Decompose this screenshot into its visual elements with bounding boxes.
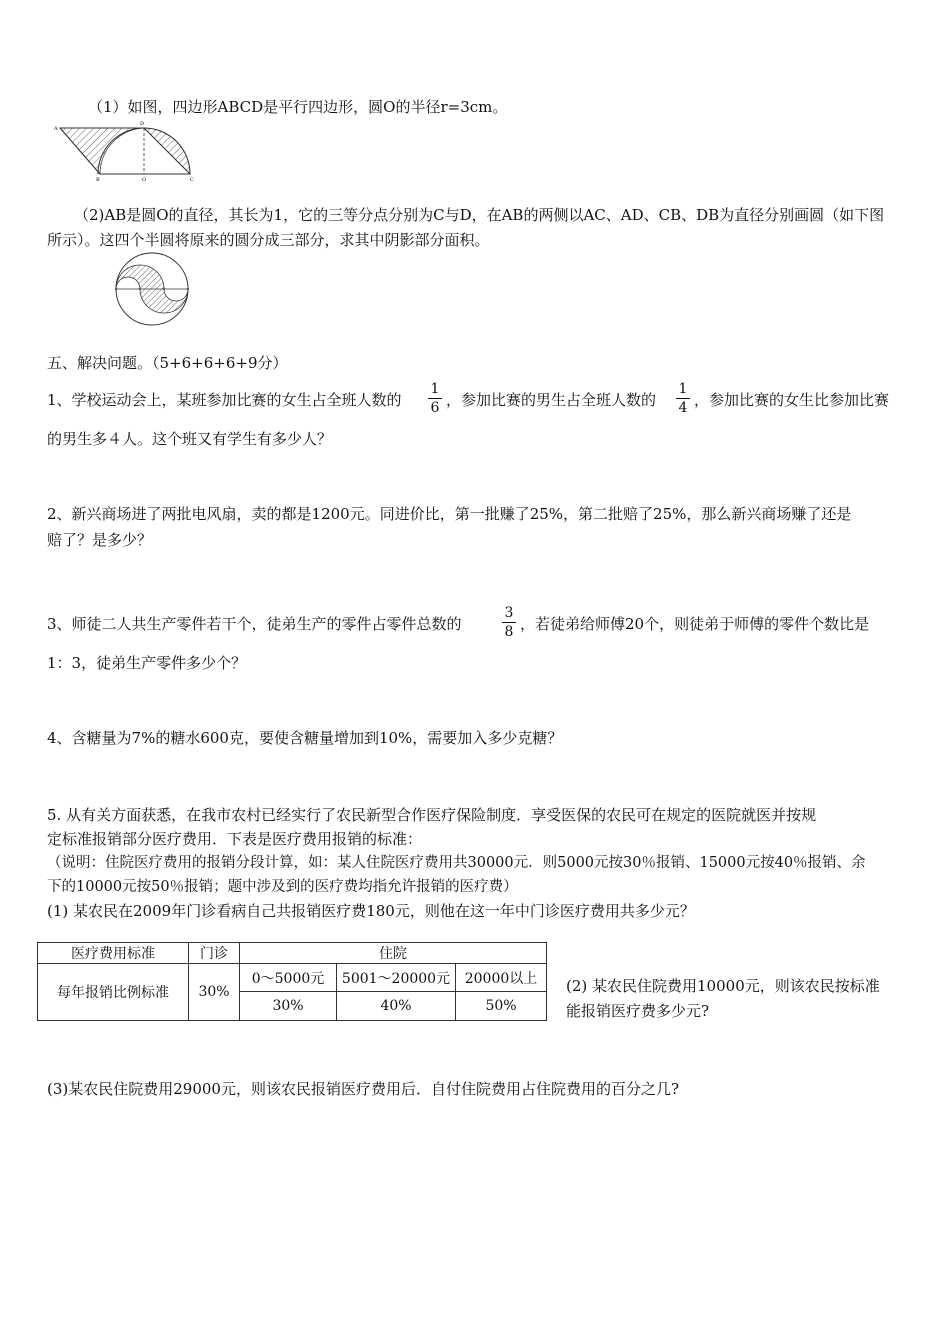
header-outpatient: 门诊	[189, 943, 240, 964]
problem3-part-b: ，若徒弟给师傅20个，则徒弟于师傅的零件个数比是	[520, 615, 870, 633]
label-o: O	[142, 177, 147, 182]
label-c: C	[190, 177, 194, 182]
fraction-one-quarter	[676, 382, 690, 415]
header-standard: 医疗费用标准	[38, 943, 189, 964]
frac-num: 1	[430, 381, 440, 397]
range-cell: 0～5000元	[240, 964, 337, 992]
problem3-line2: 1：3，徒弟生产零件多少个？	[47, 654, 247, 672]
problem1-part-c: ，参加比赛的女生比参加比赛	[694, 391, 890, 409]
range-cell: 5001～20000元	[337, 964, 456, 992]
label-a: A	[54, 126, 58, 132]
reimbursement-table	[37, 942, 547, 1021]
rate-cell: 30%	[240, 992, 337, 1021]
problem5-line2: 定标准报销部分医疗费用．下表是医疗费用报销的标准：	[47, 830, 423, 848]
frac-num: 1	[678, 381, 688, 397]
q2-line2: 所示）。这四个半圆将原来的圆分成三部分，求其中阴影部分面积。	[47, 231, 490, 249]
problem5-note-line2: 下的10000元按50％报销；题中涉及到的医疗费均指允许报销的医疗费）	[47, 879, 518, 895]
problem2-line1: 2、新兴商场进了两批电风扇，卖的都是1200元。同进价比，第一批赚了25%，第二批赔了25%，那么新兴商场赚了还是	[47, 505, 852, 523]
circle-figure	[110, 250, 200, 326]
row-label: 每年报销比例标准	[38, 964, 189, 1021]
problem5-note-line1: （说明：住院医疗费用的报销分段计算，如：某人住院医疗费用共30000元．则5000元按30％报销、15000元按40％报销、余	[47, 855, 866, 871]
problem4-text: 4、含糖量为7%的糖水600克，要使含糖量增加到10%，需要加入多少克糖？	[47, 729, 563, 747]
problem3-part-a: 3、师徒二人共生产零件若干个，徒弟生产的零件占零件总数的	[47, 615, 462, 633]
problem1-part-b: ，参加比赛的男生占全班人数的	[446, 391, 657, 409]
frac-den: 4	[678, 400, 688, 416]
parallelogram-figure	[52, 120, 202, 182]
problem2-line2: 赔了？是多少？	[47, 531, 153, 549]
problem5-question2-line2: 能报销医疗费多少元?	[566, 1002, 710, 1020]
rate-cell: 40%	[337, 992, 456, 1021]
problem1-part-a: 1、学校运动会上，某班参加比赛的女生占全班人数的	[47, 391, 402, 409]
fraction-one-sixth	[428, 382, 442, 415]
label-d: D	[140, 121, 145, 127]
q2-line1: （2)AB是圆O的直径，其长为1，它的三等分点分别为C与D，在AB的两侧以AC、AD、CB、DB为直径分别画圆（如下图	[74, 206, 885, 224]
problem1-line2: 的男生多４人。这个班又有学生有多少人？	[47, 430, 333, 448]
shaded-left	[60, 128, 144, 174]
fraction-three-eighths	[502, 606, 516, 639]
header-inpatient: 住院	[240, 943, 547, 964]
section-5-title: 五、解决问题。（5+6+6+6+9分）	[47, 354, 288, 372]
frac-den: 6	[430, 400, 440, 416]
range-cell: 20000以上	[456, 964, 547, 992]
problem5-question2-line1: (2) 某农民住院费用10000元，则该农民按标准	[566, 977, 880, 995]
rate-cell: 50%	[456, 992, 547, 1021]
frac-den: 8	[504, 624, 514, 640]
outpatient-rate: 30%	[189, 964, 240, 1021]
q1-text: （1）如图，四边形ABCD是平行四边形，圆O的半径r=3cm。	[88, 98, 508, 116]
label-b: B	[96, 177, 100, 182]
frac-num: 3	[504, 605, 514, 621]
problem5-question1: (1) 某农民在2009年门诊看病自己共报销医疗费180元，则他在这一年中门诊医疗费用共多少元？	[47, 902, 695, 920]
problem5-question3: (3)某农民住院费用29000元，则该农民报销医疗费用后．自付住院费用占住院费用的百分之几?	[47, 1080, 680, 1098]
problem5-line1: 5. 从有关方面获悉，在我市农村已经实行了农民新型合作医疗保险制度．享受医保的农民可在规定的医院就医并按规	[47, 806, 817, 824]
